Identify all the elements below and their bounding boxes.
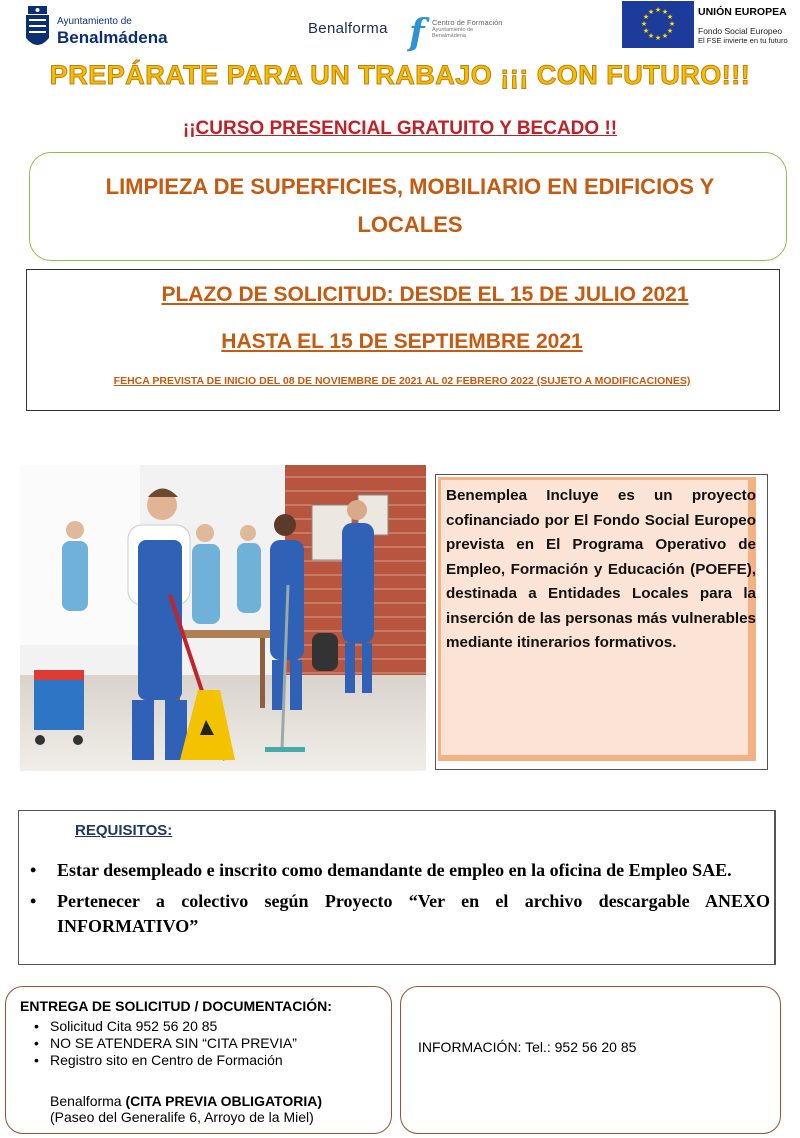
ayuntamiento-label: Ayuntamiento de [57, 16, 132, 27]
eu-slogan: El FSE invierte en tu futuro [698, 36, 788, 45]
plazo-end: HASTA EL 15 DE SEPTIEMBRE 2021 [221, 330, 583, 353]
svg-text:★: ★ [640, 20, 648, 28]
entrega-item: NO SE ATENDERA SIN “CITA PREVIA” [50, 1035, 297, 1051]
svg-text:★: ★ [642, 27, 650, 35]
entrega-item: Solicitud Cita 952 56 20 85 [50, 1018, 218, 1034]
svg-text:★: ★ [666, 13, 674, 21]
plazo-start: PLAZO DE SOLICITUD: DESDE EL 15 DE JULIO 2021 [161, 283, 689, 306]
benalforma-f-icon: f [409, 12, 425, 54]
shield-icon [24, 6, 51, 52]
benalforma-sub1: Centro de Formación [432, 18, 503, 27]
requisitos-title: REQUISITOS: [75, 822, 173, 839]
course-title: LIMPIEZA DE SUPERFICIES, MOBILIARIO EN EDIFICIOS Y LOCALES [105, 174, 715, 237]
requisitos-list [30, 858, 770, 945]
bullet-icon: • [34, 1035, 39, 1051]
benalforma-sub2: Ayuntamiento de Benalmádena [432, 27, 474, 39]
svg-text:★: ★ [661, 8, 669, 16]
svg-text:★: ★ [654, 34, 662, 42]
list-item [34, 1035, 384, 1052]
eu-logo-text [698, 6, 798, 45]
svg-text:★: ★ [647, 32, 655, 40]
entrega-extra [50, 1093, 322, 1125]
svg-text:★: ★ [668, 20, 676, 28]
entrega-cita-obligatoria: (CITA PREVIA OBLIGATORIA) [125, 1093, 322, 1109]
list-item [34, 1052, 384, 1069]
bullet-icon: • [34, 1018, 39, 1034]
eu-fund: Fondo Social Europeo [698, 26, 783, 36]
ayuntamiento-logo [24, 4, 168, 54]
entrega-item: Registro sito en Centro de Formación [50, 1052, 283, 1068]
benalforma-logo [308, 12, 508, 54]
requisito-text: Estar desempleado e inscrito como demandante de empleo en la oficina de Empleo SAE. [57, 860, 732, 880]
informacion-phone: INFORMACIÓN: Tel.: 952 56 20 85 [418, 1039, 637, 1055]
plazo-dates-note: FEHCA PREVISTA DE INICIO DEL 08 DE NOVIEMBRE DE 2021 AL 02 FEBRERO 2022 (SUJETO A MODIFICACIONES) [113, 375, 691, 387]
eu-title: UNIÓN EUROPEA [698, 6, 787, 18]
ayuntamiento-name: Benalmádena [57, 28, 168, 47]
benalforma-wordmark: Benalforma [308, 20, 388, 37]
entrega-title: ENTREGA DE SOLICITUD / DOCUMENTACIÓN: [20, 998, 332, 1014]
bullet-icon: • [34, 1052, 39, 1068]
main-title: PREPÁRATE PARA UN TRABAJO ¡¡¡ CON FUTURO!!! [49, 60, 751, 90]
svg-text:★: ★ [661, 32, 669, 40]
svg-text:★: ★ [654, 6, 662, 14]
course-subtitle: ¡¡CURSO PRESENCIAL GRATUITO Y BECADO !! [182, 118, 618, 139]
bullet-icon: • [30, 860, 37, 880]
entrega-address: (Paseo del Generalife 6, Arroyo de la Miel) [50, 1109, 314, 1125]
bullet-icon: • [30, 891, 37, 911]
entrega-benalforma: Benalforma [50, 1093, 126, 1109]
entrega-list [34, 1018, 384, 1069]
cleaning-team-photo [20, 465, 426, 771]
svg-text:★: ★ [666, 27, 674, 35]
svg-text:★: ★ [642, 13, 650, 21]
informacion-box [400, 986, 781, 1134]
list-item [30, 858, 770, 883]
requisito-text: Pertenecer a colectivo según Proyecto “Ver en el archivo descargable ANEXO INFORMATIVO” [57, 891, 770, 936]
list-item [34, 1018, 384, 1035]
project-description: Benemplea Incluye es un proyecto cofinanciado por El Fondo Social Europeo prevista en El Programa Operativo de Empleo, Formación y Educación (POEFE), destinada a Entidades Locales para la inserción de las personas más vulnerables mediante itinerarios formativos. [446, 487, 756, 651]
eu-flag-icon [622, 1, 694, 48]
svg-text:★: ★ [647, 8, 655, 16]
list-item [30, 889, 770, 939]
